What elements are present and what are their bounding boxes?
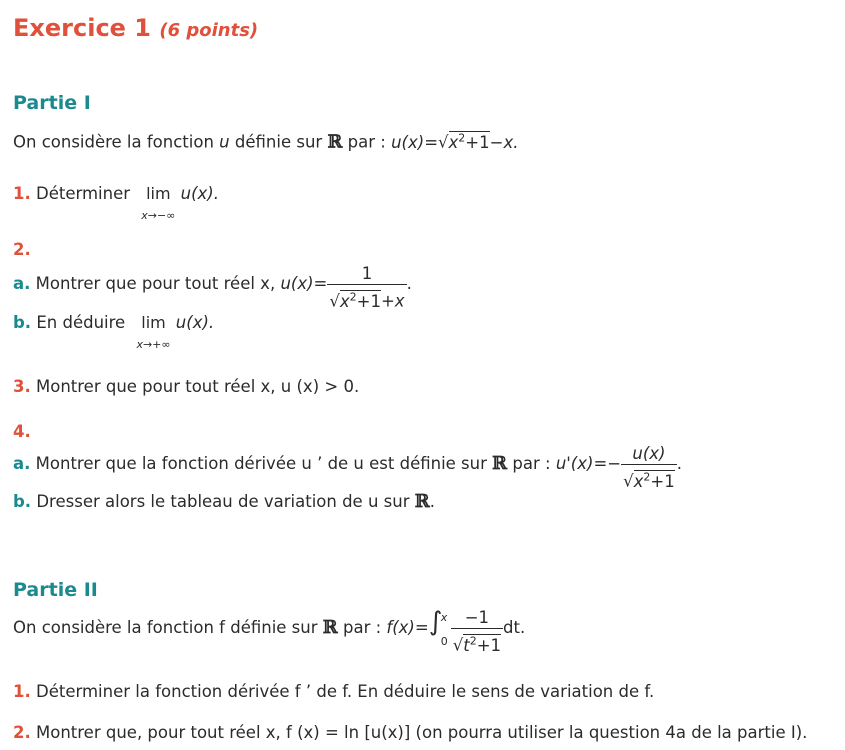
p2-q2-number: 2. <box>13 723 31 742</box>
q4a-fraction <box>621 444 677 492</box>
p1-question-4-number: 4. <box>13 422 31 441</box>
p1-question-1 <box>13 184 219 226</box>
q2a-denominator: $√x^2+1+x$ <box>327 284 406 312</box>
lim-word: lim <box>146 184 171 203</box>
p1-question-2-number: 2. <box>13 240 31 259</box>
intro-par: par : <box>347 132 386 152</box>
f-exp: 2 <box>469 634 477 647</box>
f-denominator: $√t^2+1$ <box>451 628 503 656</box>
limit-minus-inf <box>141 184 175 226</box>
p2-q1-text: Déterminer la fonction dérivée f ’ de f. En déduire le sens de variation de f. <box>36 682 655 701</box>
q4a-rad: x <box>633 471 644 491</box>
q2a-formula <box>280 264 412 311</box>
real-set-symbol: ℝ <box>322 617 338 638</box>
p2-intro-par: par : <box>342 618 382 637</box>
p1-question-3 <box>13 377 359 397</box>
limit-plus-inf <box>136 313 170 355</box>
q4a-exp: 2 <box>643 470 651 483</box>
intro-text: On considère la fonction <box>13 132 214 152</box>
partie-1-heading: Partie I <box>13 92 91 114</box>
q2a-lhs: u(x)= <box>280 274 328 293</box>
q4a-numerator: u(x) <box>632 444 666 463</box>
q4a-dot: . <box>676 454 682 473</box>
integral-lower: 0 <box>440 635 448 648</box>
q4a-par: par : <box>512 454 551 473</box>
real-set-symbol: ℝ <box>492 453 508 474</box>
q2a-dot: . <box>406 274 412 293</box>
title-text: Exercice 1 <box>13 14 151 42</box>
q2a-tail: +1 <box>356 291 381 311</box>
q2a-exp: 2 <box>349 290 357 303</box>
sqrt-expression: $√x^2+1$ <box>438 131 490 152</box>
q4a-label: a. <box>13 454 31 473</box>
lim-sub: x→+∞ <box>136 338 171 351</box>
p1-question-4b: b. Dresser alors le tableau de variation de u sur ℝ. <box>13 491 435 512</box>
q3-text: Montrer que pour tout réel x, u (x) > 0. <box>36 377 360 396</box>
partie-2-heading: Partie II <box>13 579 98 601</box>
f-rad: t <box>463 635 470 655</box>
q2a-text: Montrer que pour tout réel x, <box>35 274 276 293</box>
q4a-tail: +1 <box>650 471 675 491</box>
q2b-expr: u(x). <box>175 313 215 332</box>
p1-question-2b <box>13 313 214 355</box>
f-definition-formula <box>386 607 526 655</box>
q4a-lhs: u'(x)=− <box>555 454 622 473</box>
q1-text: Déterminer <box>36 184 131 203</box>
q2a-label: a. <box>13 274 31 293</box>
rad-tail: +1 <box>465 132 490 152</box>
q2b-label: b. <box>13 313 32 332</box>
p2-q2-text: Montrer que, pour tout réel x, f (x) = ln [u(x)] (on pourra utiliser la question 4a de la partie I). <box>36 723 808 742</box>
real-set-symbol: ℝ <box>414 491 430 512</box>
intro-var: u <box>219 132 230 152</box>
q4b-text: Dresser alors le tableau de variation de u sur <box>36 492 410 511</box>
f-tail: +1 <box>476 635 502 655</box>
q2a-den-end: +x <box>380 291 405 311</box>
q4a-formula <box>555 444 682 491</box>
p1-question-2a <box>13 264 412 312</box>
real-set-symbol: ℝ <box>327 131 343 153</box>
f-fraction <box>451 608 503 656</box>
f-lhs: f(x)= <box>386 618 429 637</box>
q2a-fraction <box>327 264 406 312</box>
formula-lhs: u(x)= <box>391 132 439 152</box>
q4a-denominator: $√x^2+1$ <box>621 464 677 492</box>
f-numerator: −1 <box>464 608 490 627</box>
title-points: (6 points) <box>159 20 259 41</box>
q2a-numerator: 1 <box>361 264 373 283</box>
p1-question-4a <box>13 444 682 492</box>
partie-2-intro <box>13 608 525 656</box>
q1-expr: u(x). <box>180 184 219 203</box>
lim-sub: x→−∞ <box>141 209 176 222</box>
lim-word: lim <box>141 313 166 332</box>
integral-symbol: ∫ <box>428 607 443 637</box>
u-definition-formula <box>391 133 518 152</box>
q2a-rad: x <box>339 291 350 311</box>
q4b-label: b. <box>13 492 32 511</box>
partie-1-intro <box>13 128 518 153</box>
q4a-text: Montrer que la fonction dérivée u ’ de u est définie sur <box>35 454 487 473</box>
q2b-text: En déduire <box>36 313 126 332</box>
q1-number: 1. <box>13 184 31 203</box>
f-end: dt. <box>503 618 526 637</box>
rad-exp: 2 <box>458 131 466 144</box>
exercise-title <box>13 14 258 42</box>
p2-question-2 <box>13 723 807 743</box>
intro-text-2: définie sur <box>234 132 323 152</box>
q3-number: 3. <box>13 377 31 396</box>
p2-intro-text: On considère la fonction f définie sur <box>13 618 318 637</box>
rad-var: x <box>448 132 459 152</box>
p2-question-1 <box>13 682 654 702</box>
p2-q1-number: 1. <box>13 682 31 701</box>
integral-sign <box>429 608 451 648</box>
formula-end: −x. <box>489 132 519 152</box>
integral-upper: x <box>440 611 448 624</box>
